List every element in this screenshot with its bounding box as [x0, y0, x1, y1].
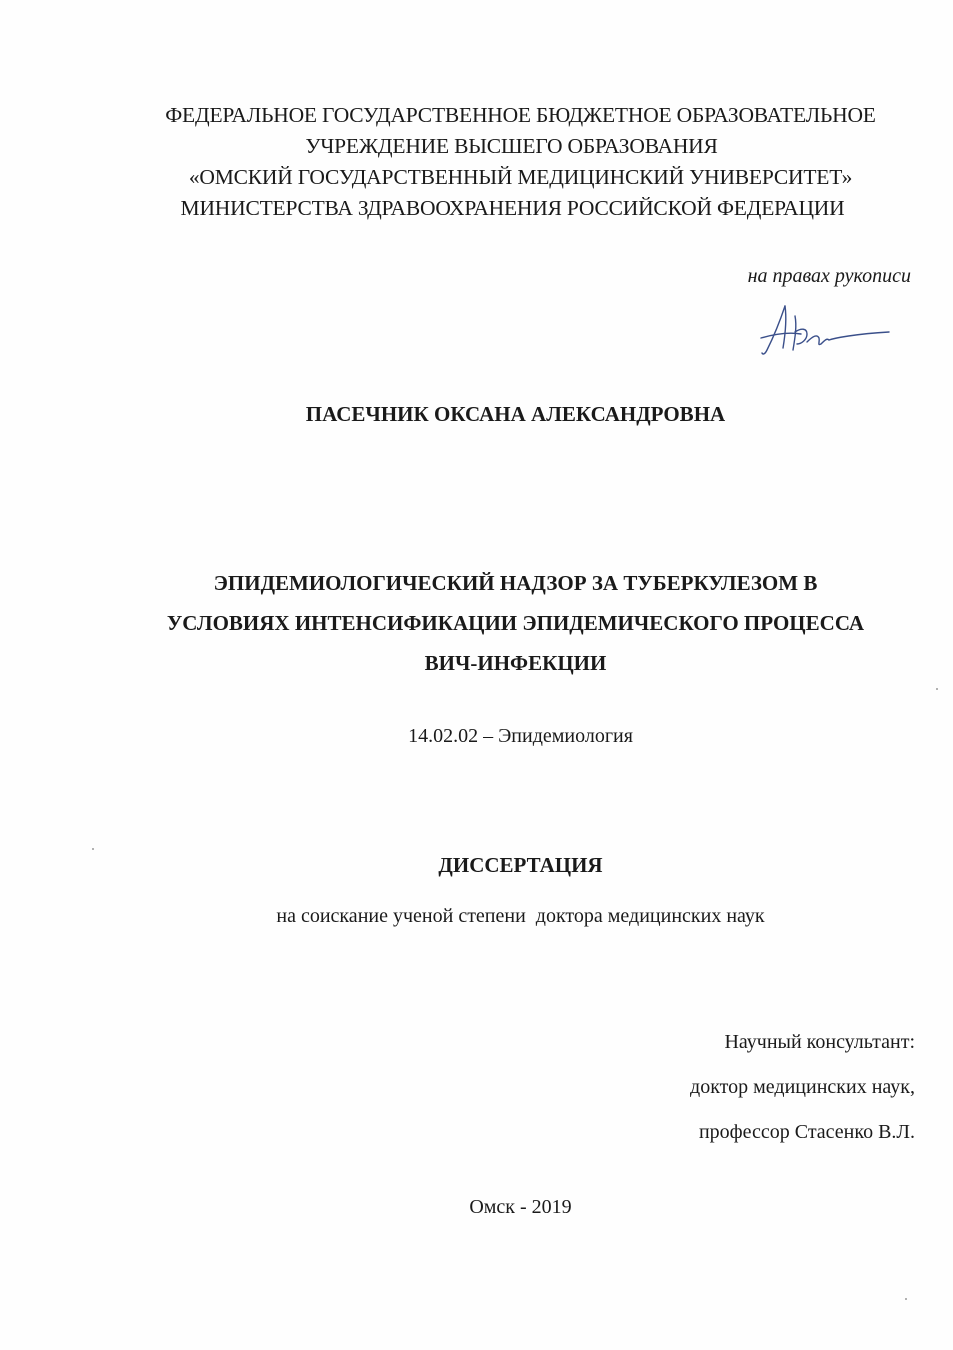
degree-line: на соискание ученой степени доктора медицинских наук: [276, 905, 765, 927]
signature-image: [755, 298, 895, 368]
institution-line-1: ФЕДЕРАЛЬНОЕ ГОСУДАРСТВЕННОЕ БЮДЖЕТНОЕ ОБРАЗОВАТЕЛЬНОЕ: [165, 103, 876, 127]
scientific-consultant: [690, 1020, 915, 1155]
scan-speck: [92, 848, 94, 850]
manuscript-note: на правах рукописи: [747, 265, 911, 287]
scan-speck: [936, 688, 938, 690]
institution-line-2: УЧРЕЖДЕНИЕ ВЫСШЕГО ОБРАЗОВАНИЯ: [305, 134, 718, 158]
title-line-3: ВИЧ-ИНФЕКЦИИ: [424, 651, 607, 675]
title-line-1: ЭПИДЕМИОЛОГИЧЕСКИЙ НАДЗОР ЗА ТУБЕРКУЛЕЗОМ В: [213, 571, 818, 595]
consultant-degree: доктор медицинских наук,: [690, 1076, 915, 1098]
scan-speck: [905, 1298, 907, 1300]
institution-line-4: МИНИСТЕРСТВА ЗДРАВООХРАНЕНИЯ РОССИЙСКОЙ ФЕДЕРАЦИИ: [180, 196, 845, 220]
institution-header: [0, 100, 953, 224]
dissertation-title: [0, 563, 953, 683]
institution-line-3: «ОМСКИЙ ГОСУДАРСТВЕННЫЙ МЕДИЦИНСКИЙ УНИВЕРСИТЕТ»: [188, 165, 853, 189]
title-line-2: УСЛОВИЯХ ИНТЕНСИФИКАЦИИ ЭПИДЕМИЧЕСКОГО ПРОЦЕССА: [166, 611, 865, 635]
specialty-code: 14.02.02 – Эпидемиология: [408, 725, 633, 747]
city-year: Омск - 2019: [469, 1196, 572, 1218]
author-name: ПАСЕЧНИК ОКСАНА АЛЕКСАНДРОВНА: [305, 402, 726, 426]
consultant-label: Научный консультант:: [724, 1031, 915, 1053]
document-type: ДИССЕРТАЦИЯ: [438, 853, 603, 877]
consultant-name: профессор Стасенко В.Л.: [698, 1121, 915, 1143]
